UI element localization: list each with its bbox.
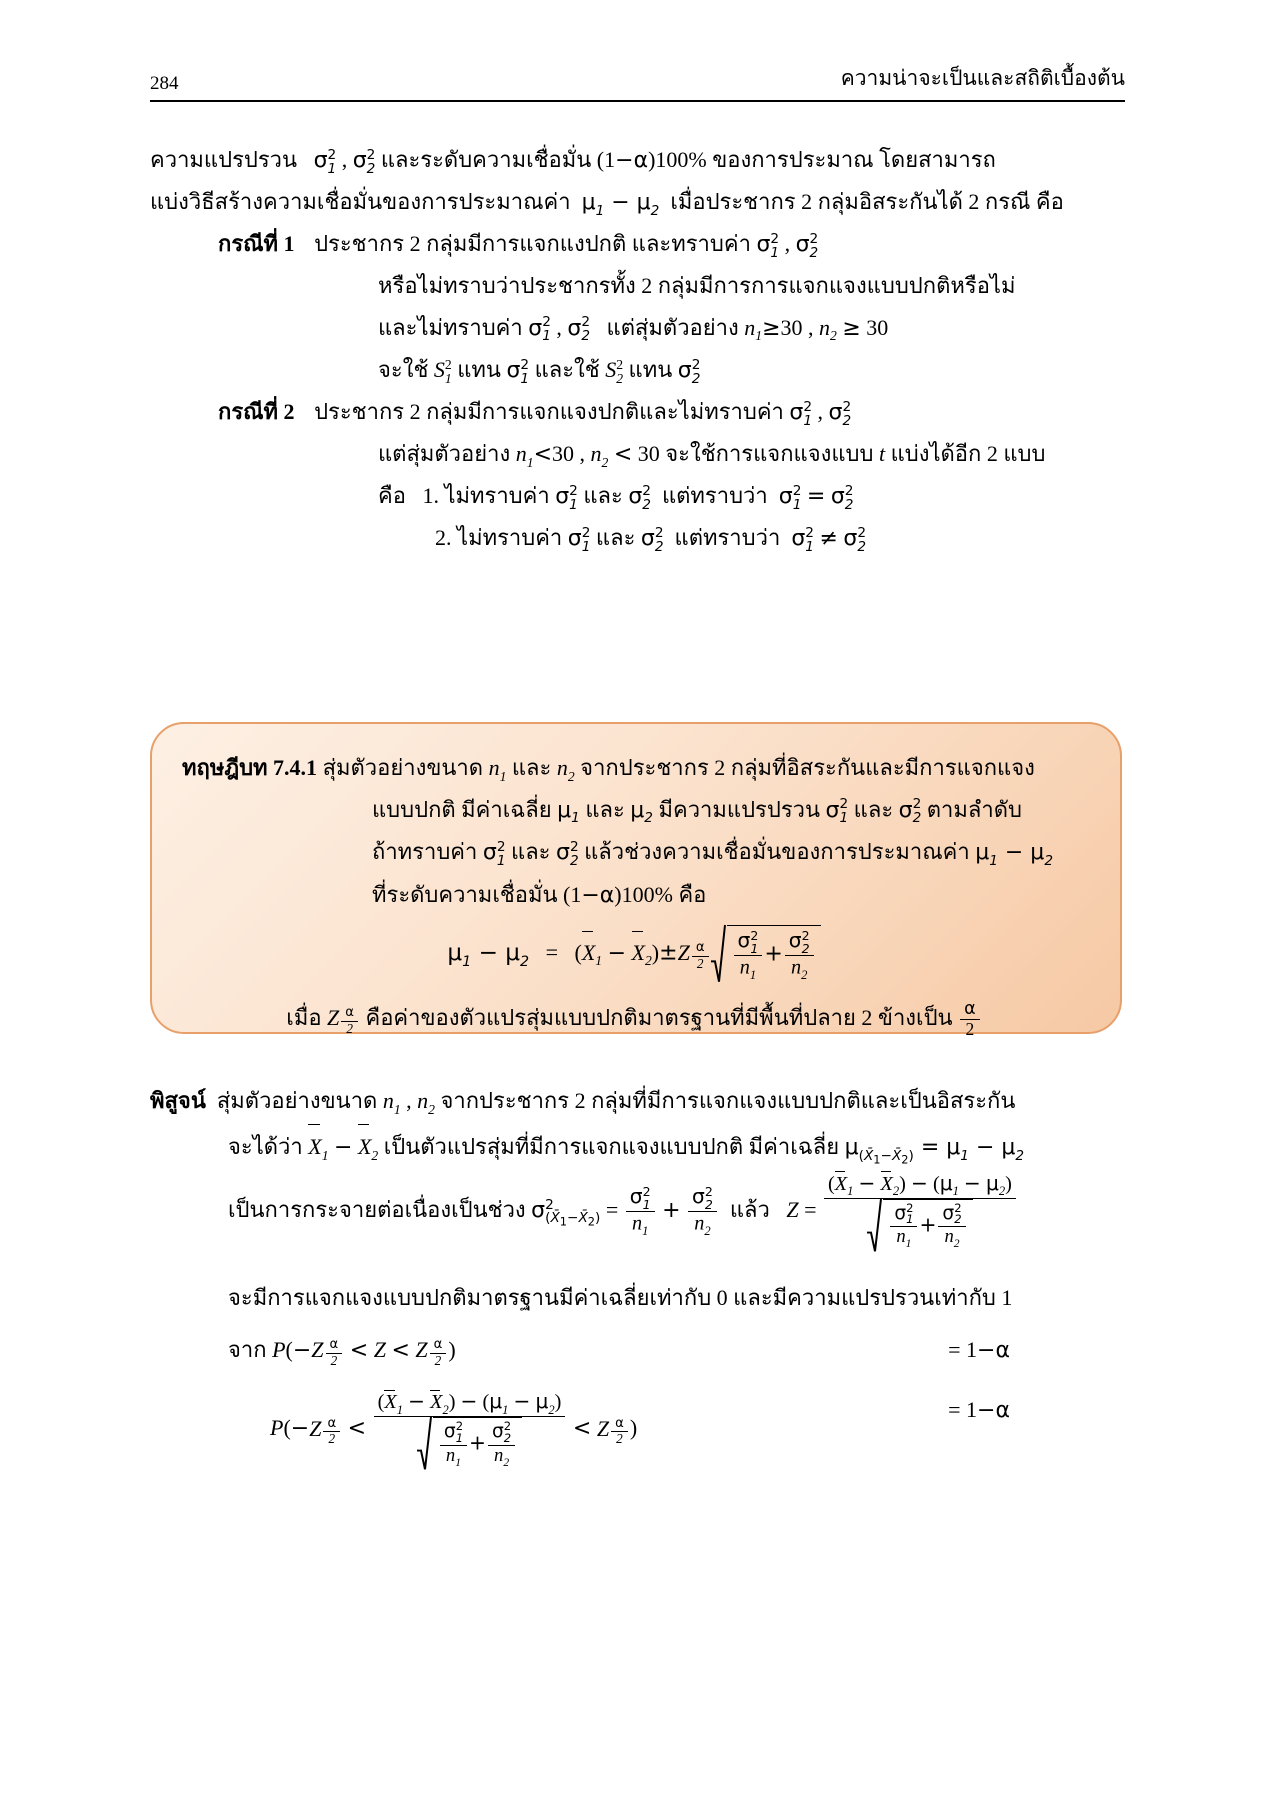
theorem-text-4b: )100% คือ: [614, 881, 707, 907]
case-1-text-2: หรือไม่ทราบว่าประชากรทั้ง 2 กลุ่มมีการการแจกแจงแบบปกติหรือไม่: [378, 273, 1016, 299]
case-2-sub-2-no: 2.: [435, 525, 452, 551]
proof-eq2-rhs: = 1−α: [948, 1397, 1010, 1424]
sigma-2-squared: σ2 2: [830, 483, 854, 513]
case-2-line-1: กรณีที่ 2 ประชากร 2 กลุ่มมีการแจกแจงปกติและไม่ทราบค่า σ2 1 , σ2 2: [218, 392, 1130, 432]
theorem-text-2b: และ: [585, 796, 625, 822]
sigma-2-squared: σ2 2: [567, 314, 591, 345]
proof-line-4: [228, 1277, 1130, 1319]
case-1-text-1: ประชากร 2 กลุ่มมีการแจกแงปกติ และทราบค่า: [314, 231, 751, 257]
z-formula-fraction: ( X 1 − X 2) − (μ 1 − μ 2) σ2 1 n 1 + σ2 2 n 2: [824, 1171, 1016, 1253]
proof-eq1-lhs: จาก P(−Z $\frac{\alpha}{2}$ < Z < Z $\frac{\alpha}{2}$ ): [228, 1336, 456, 1368]
sigma-2-squared: σ2 2: [352, 146, 376, 177]
case-2-sub-2-c: แต่ทราบว่า: [674, 525, 781, 551]
intro-line1-d: )100% ของการประมาณ โดยสามารถ: [648, 147, 996, 172]
sigma-1-squared: σ2 1: [825, 796, 849, 827]
case-2-sub-2-b: และ: [595, 525, 636, 551]
sigma-1-squared: σ2 1: [506, 356, 530, 387]
z-alpha-half: Z $\frac{\alpha}{2}$: [327, 1005, 360, 1030]
case-1-text-3b: แต่สุ่มตัวอย่าง: [606, 314, 739, 340]
case-2-text-1: ประชากร 2 กลุ่มมีการแจกแจงปกติและไม่ทราบค่า: [314, 398, 784, 424]
intro-line2-b: เมื่อประชากร 2 กลุ่มอิสระกันได้ 2 กรณี คือ: [670, 189, 1064, 215]
case-2-line-3: [378, 476, 1130, 516]
sigma-1-squared: σ2 1: [789, 398, 813, 429]
proof-text-2b: เป็นตัวแปรสุ่มที่มีการแจกแจงแบบปกติ มีค่าเฉลี่ย: [383, 1133, 840, 1159]
proof-equation-2: [270, 1389, 1130, 1471]
alpha-symbol: α: [599, 882, 615, 908]
case-1-text-4a: แทน: [457, 356, 501, 382]
theorem-last-a: เมื่อ: [286, 1005, 322, 1031]
n1-variable: n 1: [744, 314, 763, 344]
case-1-text-4: จะใช้: [378, 356, 429, 382]
theorem-text-4a: ที่ระดับความเชื่อมั่น (1: [372, 881, 582, 907]
proof-text-2a: จะได้ว่า: [228, 1133, 303, 1159]
relation-sign: ≠: [819, 526, 838, 552]
sigma-1-squared: σ2 1: [555, 483, 578, 513]
t-variable: t: [878, 441, 886, 467]
P-symbol: P: [272, 1336, 286, 1362]
S2-squared: S2 2: [605, 356, 624, 386]
sqrt-expression: σ2 1 n 1 + σ2 2 n 2: [711, 925, 821, 984]
S1-squared: S2 1: [433, 356, 452, 386]
case-1-text-3d: 30: [866, 314, 889, 340]
sigma-1-squared: σ2 1: [778, 483, 802, 513]
sigma-2-squared: σ2 2: [795, 231, 819, 262]
n2-variable: n 2: [590, 441, 609, 470]
sigma-1-squared: σ2 1: [482, 839, 506, 869]
sigma-2-squared: σ2 2: [640, 525, 664, 556]
mu1-minus-mu2: μ 1 − μ 2: [447, 939, 530, 970]
intro-line-2: [150, 182, 1130, 222]
z-formula-fraction: ( X 1 − X 2) − (μ 1 − μ 2) σ2 1 n 1 + σ2 2 n 2: [374, 1389, 566, 1471]
sigma-2-squared: σ2 2: [898, 796, 922, 827]
theorem-text-1c: จากประชากร 2 กลุ่มที่อิสระกันและมีการแจกแจง: [580, 755, 1035, 780]
n2-variable: n 2: [556, 755, 575, 784]
theorem-line-3: [372, 832, 1086, 873]
proof-text-1a: สุ่มตัวอย่างขนาด: [216, 1088, 378, 1113]
proof-line-3: เป็นการกระจายต่อเนื่องเป็นช่วง σ2 $(X̄_1-X̄_2)$ = σ2 1 n 1 + σ2 2 n 2 แล้ว Z = ( X 1 − X 2) − (μ 1 − μ 2) σ2 1 n 1 + σ2 2 n 2: [228, 1171, 1130, 1253]
intro-line-1: [150, 140, 1130, 180]
sigma-1-squared: σ2 1: [313, 146, 337, 177]
case-2-label: กรณีที่ 2: [218, 398, 295, 424]
case-2-line-2: [378, 434, 1130, 474]
proof-equation-1: [228, 1329, 1130, 1372]
theorem-last-line: [182, 998, 1086, 1040]
case-2-text-3: คือ: [378, 483, 406, 509]
sigma-2-squared: σ2 2: [628, 483, 651, 513]
case-1-line-2: [378, 266, 1130, 305]
sigma2sq-over-n2: σ2 2 n 2: [688, 1185, 717, 1238]
plus-minus-sign: ±: [659, 940, 678, 966]
proof-eq2-lhs: P(−Z $\frac{\alpha}{2}$ < ( X 1 − X 2) − (μ 1 − μ 2) σ2 1 n 1 + σ2 2 n 2 < Z $\frac{\alpha}{2}$ ): [270, 1389, 637, 1471]
lt-sign: <: [533, 442, 552, 468]
book-title: ความน่าจะเป็นและสถิติเบื้องต้น: [840, 66, 1125, 90]
theorem-text-3b: และ: [511, 839, 551, 865]
theorem-text-3a: ถ้าทราบค่า: [372, 839, 478, 865]
proof-text-4: จะมีการแจกแจงแบบปกติมาตรฐานมีค่าเฉลี่ยเท่ากับ 0 และมีความแปรปรวนเท่ากับ 1: [228, 1284, 1013, 1310]
ge-sign: ≥: [762, 315, 781, 341]
theorem-text-1a: สุ่มตัวอย่างขนาด: [322, 755, 484, 780]
lt-sign: <: [613, 442, 633, 468]
theorem-text-2e: ตามลำดับ: [926, 796, 1022, 822]
case-1-comma: ,: [556, 314, 562, 340]
minus-sign: −: [615, 148, 634, 173]
relation-sign: =: [806, 484, 826, 510]
sqrt-expression: σ2 1 n 1 + σ2 2 n 2: [867, 1199, 972, 1253]
n1-variable: n 1: [488, 755, 507, 784]
case-2-text-2b: 30 ,: [552, 441, 585, 467]
sigma-2-squared: σ2 2: [828, 398, 852, 429]
sigma-squared-xbar-diff: σ2 $(X̄_1-X̄_2)$: [531, 1196, 601, 1230]
case-2-text-2a: แต่สุ่มตัวอย่าง: [378, 441, 511, 467]
case-2-text-2d: แบ่งได้อีก 2 แบบ: [890, 441, 1046, 467]
proof-label: พิสูจน์: [150, 1088, 206, 1113]
proof-text-1b: ,: [406, 1088, 412, 1113]
proof-text-3a: เป็นการกระจายต่อเนื่องเป็นช่วง: [228, 1196, 526, 1222]
case-1-text-4c: แทน: [628, 356, 673, 382]
proof-result-1: = 1: [948, 1336, 978, 1362]
case-1-line-4: [378, 350, 1130, 390]
sqrt-expression: σ2 1 n 1 + σ2 2 n 2: [417, 1417, 522, 1471]
proof-eq1-rhs: = 1−α: [948, 1336, 1010, 1363]
z-alpha-half: Z $\frac{\alpha}{2}$: [678, 940, 711, 965]
mu1-variable: μ 1: [557, 797, 580, 827]
theorem-label: ทฤษฎีบท 7.4.1: [182, 755, 318, 780]
ge-sign: ≥: [842, 315, 861, 341]
page-number: 284: [150, 73, 179, 94]
intro-line1-b: ,: [341, 147, 353, 172]
xbar1-minus-xbar2: X 1 − X 2: [308, 1134, 378, 1159]
theorem-formula: μ 1 − μ 2 = ( X 1 − X 2)±Z $\frac{\alpha}{2}$ σ2 1 n 1 + σ2 2 n 2: [182, 925, 1086, 984]
case-2-sub-1-a: ไม่ทราบค่า: [444, 483, 550, 509]
sigma-2-squared: σ2 2: [556, 839, 579, 869]
case-2-text-2c: 30 จะใช้การแจกแจงแบบ: [637, 441, 874, 467]
theorem-line-4: [372, 875, 1086, 916]
theorem-last-b: คือค่าของตัวแปรสุ่มแบบปกติมาตรฐานที่มีพื้นที่ปลาย 2 ข้างเป็น: [365, 1005, 953, 1031]
case-2-sub-1-b: และ: [583, 483, 623, 509]
case-2-sub-1-c: แต่ทราบว่า: [661, 483, 768, 509]
theorem-text-2c: มีความแปรปรวน: [658, 796, 821, 822]
proof-line-1: [150, 1080, 1130, 1122]
case-1-line-3: [378, 308, 1130, 348]
intro-line1-c: และระดับความเชื่อมั่น (1: [380, 147, 616, 172]
sigma-2-squared: σ2 2: [843, 525, 867, 556]
theorem-text-2a: แบบปกติ มีค่าเฉลี่ย: [372, 796, 552, 822]
n2-variable: n 2: [417, 1088, 435, 1117]
n1-variable: n 1: [515, 441, 534, 470]
case-2-sub-1-no: 1.: [422, 483, 439, 509]
case-1-text-3: และไม่ทราบค่า: [378, 314, 523, 340]
sigma-1-squared: σ2 1: [791, 525, 814, 556]
proof-section: [150, 1080, 1130, 1474]
minus-sign: −: [581, 882, 600, 908]
mu1-minus-mu2: μ 1 − μ 2: [581, 190, 660, 219]
theorem-box: [150, 722, 1122, 1040]
proof-text-1c: จากประชากร 2 กลุ่มที่มีการแจกแจงแบบปกติและเป็นอิสระกัน: [440, 1088, 1016, 1113]
sigma-2-squared: σ2 2: [677, 356, 701, 387]
intro-line1-a: ความแปรปรวน: [150, 147, 298, 172]
Z-variable: Z: [786, 1196, 799, 1222]
sigma1sq-over-n1: σ2 1 n 1: [734, 929, 763, 982]
sigma-1-squared: σ2 1: [756, 231, 780, 262]
proof-result-2: = 1: [948, 1397, 978, 1423]
n1-variable: n 1: [382, 1088, 401, 1117]
theorem-text-2d: และ: [853, 796, 894, 822]
theorem-text-3c: แล้วช่วงความเชื่อมั่นของการประมาณค่า: [584, 839, 970, 865]
mu-xbar-diff: μ $(X̄_1-X̄_2) = \mu$ 1 − μ 2: [844, 1134, 1025, 1167]
proof-line-2: [228, 1124, 1130, 1169]
case-2-line-4: [435, 518, 1130, 558]
proof-text-3b: แล้ว: [729, 1196, 770, 1222]
proof-text-5prefix: จาก: [228, 1336, 267, 1362]
case-2-sub-2-a: ไม่ทราบค่า: [457, 525, 563, 551]
case-1-text-3c: 30 ,: [780, 314, 814, 340]
intro-line2-a: แบ่งวิธีสร้างความเชื่อมั่นของการประมาณค่า: [150, 189, 571, 215]
intro-section: [150, 140, 1130, 561]
mu2-variable: μ 2: [630, 797, 653, 827]
theorem-line-2: [372, 790, 1086, 831]
n2-variable: n 2: [819, 314, 837, 344]
sigma-1-squared: σ2 1: [528, 314, 551, 345]
case-1-label: กรณีที่ 1: [218, 231, 295, 257]
P-symbol: P: [270, 1415, 284, 1441]
alpha-over-2: $\frac{\alpha}{2}$: [960, 1000, 980, 1040]
alpha-symbol: α: [633, 148, 649, 173]
theorem-line-1: [182, 748, 1086, 788]
sigma1sq-over-n1: σ2 1 n 1: [626, 1185, 655, 1238]
page-header: [150, 62, 1125, 95]
theorem-text-1b: และ: [511, 755, 552, 780]
case-1-text-4b: และใช้: [534, 356, 600, 382]
xbar-difference: ( X 1 − X 2): [575, 940, 660, 965]
sigma-1-squared: σ2 1: [567, 525, 591, 556]
mu1-minus-mu2: μ 1 − μ 2: [975, 840, 1053, 869]
header-rule: [150, 100, 1125, 102]
case-1-line-1: กรณีที่ 1 ประชากร 2 กลุ่มมีการแจกแงปกติ และทราบค่า σ2 1 , σ2 2: [218, 224, 1130, 264]
sigma2sq-over-n2: σ2 2 n 2: [785, 929, 814, 982]
